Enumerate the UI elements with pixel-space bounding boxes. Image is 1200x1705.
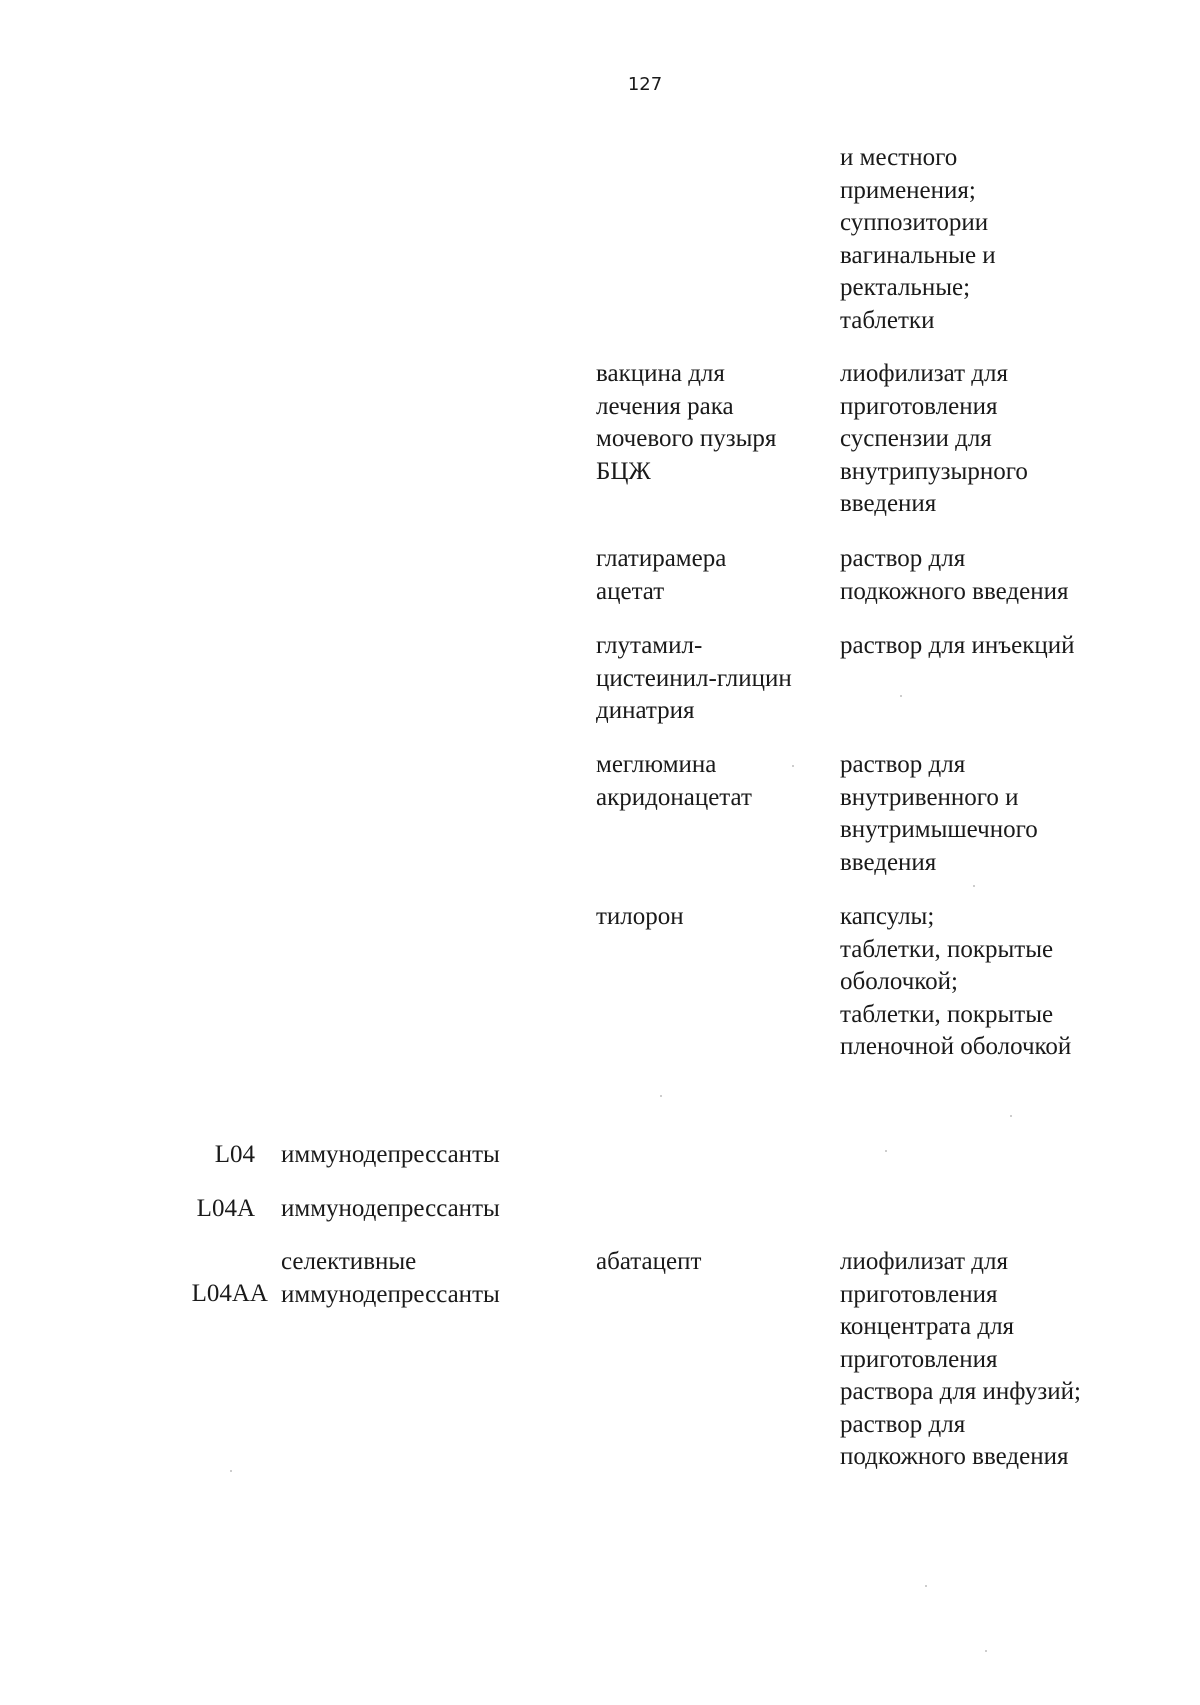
atc-group-name: иммунодепрессанты xyxy=(281,1195,500,1222)
scan-speck xyxy=(900,695,902,697)
drug-name: вакцина для лечения рака мочевого пузыря БЦЖ xyxy=(596,360,777,485)
atc-group-name: селективные иммунодепрессанты xyxy=(281,1248,500,1308)
scan-speck xyxy=(925,1585,927,1587)
dosage-forms: раствор для внутривенного и внутримышечного введения xyxy=(840,751,1038,876)
scan-speck xyxy=(660,1095,662,1097)
scan-speck xyxy=(885,1150,887,1152)
drug-name: глутамил- цистеинил-глицин динатрия xyxy=(596,632,792,724)
dosage-forms: лиофилизат для приготовления концентрата для приготовления раствора для инфузий; раствор для подкожного введения xyxy=(840,1248,1081,1470)
scan-speck xyxy=(973,885,975,887)
scan-speck xyxy=(792,765,794,767)
dosage-forms: капсулы; таблетки, покрытые оболочкой; таблетки, покрытые пленочной оболочкой xyxy=(840,903,1072,1060)
scan-speck xyxy=(1010,1115,1012,1117)
atc-group-name: иммунодепрессанты xyxy=(281,1141,500,1168)
dosage-forms-continuation: и местного применения; суппозитории вагинальные и ректальные; таблетки xyxy=(840,144,996,334)
drug-name: глатирамера ацетат xyxy=(596,545,727,605)
scan-speck xyxy=(230,1470,232,1472)
atc-code: L04 xyxy=(214,1141,255,1168)
scan-speck xyxy=(985,1650,987,1652)
drug-name: абатацепт xyxy=(596,1248,702,1275)
drug-name: меглюмина акридонацетат xyxy=(596,751,752,811)
dosage-forms: раствор для подкожного введения xyxy=(840,545,1069,605)
page-number: 127 xyxy=(627,74,663,95)
dosage-forms: раствор для инъекций xyxy=(840,632,1075,659)
atc-code: L04A xyxy=(196,1195,255,1222)
drug-name: тилорон xyxy=(596,903,684,930)
dosage-forms: лиофилизат для приготовления суспензии для внутрипузырного введения xyxy=(840,360,1028,517)
atc-code: L04AA xyxy=(191,1280,268,1307)
